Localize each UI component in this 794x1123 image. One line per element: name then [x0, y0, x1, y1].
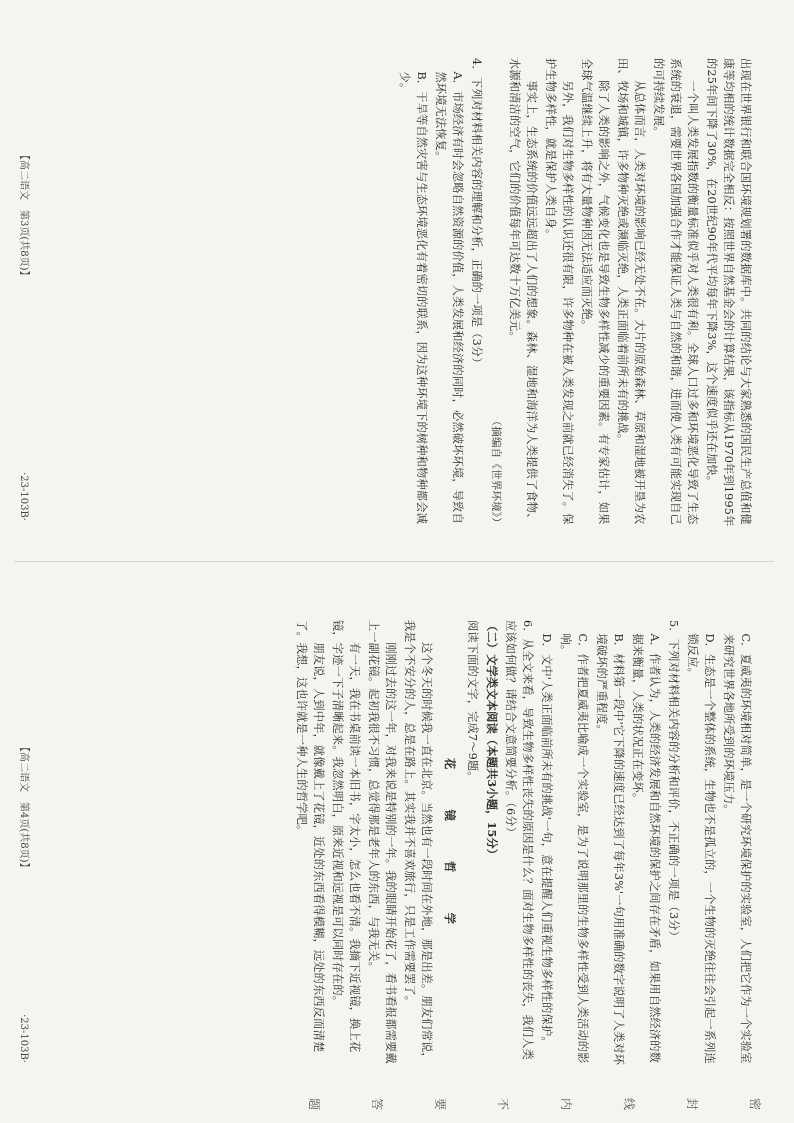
material-paragraph-4: 除了人类的影响之外，气候变化也是导致生物多样性减少的重要因素。有专家估计，如果全球气温继续上升，将有大量物种因无法适应而灭绝。	[580, 58, 610, 525]
left-page	[0, 0, 794, 561]
reading-instruction: 阅读下面的文字，完成7～9题。	[466, 620, 479, 783]
right-page-code: ·23-103B·	[18, 1014, 29, 1063]
question-5-option-b: B．材料第一段中'它下降的速度已经达到了每年3%'一句用准确的数字说明了人类对环境破坏的严重程度。	[595, 633, 625, 1066]
source-note: （摘编自《世界环境》）	[490, 415, 502, 528]
material-paragraph-2: 一个叫人类发展指数的衡量标准似乎对人类很有利。全球人口过多和环境恶化导致了生态系统的衰退，需要世界各国加强合作才能保证人类与自然的和谐，进而使人类有可能实现自己的可持续发展。	[652, 58, 699, 525]
left-page-code: ·23-103B·	[18, 472, 29, 521]
material-paragraph-3: 从总体而言，人类对环境的影响已经无处不在。大片的原始森林、草原和湿地被开垦为农田、牧场和城镇，许多物种灭绝或濒临灭绝，人类正面临着前所未有的挑战。	[616, 58, 646, 525]
seal-mark: 答	[370, 1097, 384, 1110]
question-5-option-d: D．文中'人类正面临前所未有的挑战'一句，意在提醒人们重视生物多样性的保护。	[540, 633, 553, 1048]
seal-mark: 内	[559, 1097, 573, 1110]
seal-mark: 封	[685, 1097, 699, 1110]
article-title: 花 镜 哲 学	[443, 758, 457, 930]
right-page-text	[291, 620, 754, 1068]
seal-mark: 密	[748, 1097, 762, 1110]
question-5-option-c: C．作者把夏威夷比喻成一个实验室，是为了说明那里的生物多样性受到人类活动的影响。	[559, 633, 589, 1064]
question-4-option-c: C．夏威夷的环境相对简单，是一个研究环境保护的实验室，人们把它作为一个实验室来研究世界各地所受到的环境压力。	[722, 633, 752, 1064]
seal-mark: 要	[433, 1097, 447, 1110]
material-paragraph-1: 出现在世界银行和联合国环境规划署的数据库中。共同的结论与大家熟悉的国民生产总值和健康等均相的统计数据完全相反：按照世界自然基金会的计算结果，该指标从1970年到1995年的25年间下降了30%，在20世纪90年代平均每年下降3%，这个速度似乎还在加快。	[705, 58, 752, 527]
article-paragraph-4: 朋友说，人到中年，就像戴上了花镜，近处的东西看得模糊，远处的东西反而清楚了。我想，这也许就是一种人生的哲学吧。	[295, 620, 325, 1053]
question-5-stem: 5．下列对材料相关内容的分析和评价，不正确的一项是（3分）	[667, 620, 680, 943]
article-paragraph-1: 这个冬天的时候我一直在北京。当然也有一段时间在外地，那是出差。朋友们常说，我是个不安分的人，总是在路上。其实我并不喜欢旅行，只是工作需要罢了。	[403, 620, 433, 1064]
question-4-option-d: D．生态是一个整体的系统，生物也不是孤立的，一个生物的灭绝往往会引起一系列连锁反应。	[686, 633, 716, 1064]
left-page-text	[394, 58, 754, 528]
seal-line-marks	[260, 1093, 764, 1115]
question-4-stem: 4．下列对材料相关内容的理解和分析，正确的一项是（3分）	[470, 58, 483, 369]
material-paragraph-6: 事实上，生态系统的价值远远超出了人们的想象。森林、湿地和海洋为人类提供了食物、水源和清洁的空气，它们的价值每年可达数十万亿美元。	[508, 58, 538, 525]
article-paragraph-3: 有一天，我在书桌前读一本旧书，字太小，怎么也看不清。我摘下近视镜，换上花镜，字迹一下子清晰起来。我忽然明白，原来近视和远视是可以同时存在的。	[331, 620, 361, 1053]
right-page	[0, 562, 794, 1123]
article-paragraph-2: 刚刚过去的这一年，对我来说是特别的一年。我的眼睛开始花了，看书看报都需要戴上一副花镜。起初我很不习惯，总觉得那是老年人的东西，与我无关。	[367, 620, 397, 1064]
right-page-footer: 【高二语文 第4页(共8页)】	[18, 742, 29, 873]
seal-mark: 线	[622, 1097, 636, 1110]
question-4-option-b: B．干旱等自然灾害与生态环境恶化有着密切的联系，因为这种环境下的树种和物种都会减少。	[398, 71, 428, 524]
question-4-option-a: A．市场经济有时会忽略自然资源的价值，人类发展和经济的同时，必然破坏环境，导致自然环境无法恢复。	[434, 71, 464, 524]
section-heading: （二）文学类文本阅读（本题共3小题，15分）	[485, 620, 499, 861]
seal-mark: 题	[307, 1097, 321, 1110]
question-5-option-a: A．作者认为，人类的经济发展和自然环境的保护之间存在矛盾，如果用自然经济的数据来衡量，人类的状况正在变坏。	[631, 633, 661, 1064]
question-6: 6．从全文来看，导致生物多样性丧失的原因是什么？面对生物多样性的丧失，我们人类应该如何做？请结合文意简要分析。（6分）	[504, 620, 534, 1061]
seal-mark: 不	[496, 1097, 510, 1110]
left-page-footer: 【高二语文 第3页(共8页)】	[18, 150, 29, 281]
material-paragraph-5: 另外，我们对生物多样性的认识还很有限，许多物种在被人类发现之前就已经消失了。保护生物多样性，就是保护人类自身。	[544, 58, 574, 525]
